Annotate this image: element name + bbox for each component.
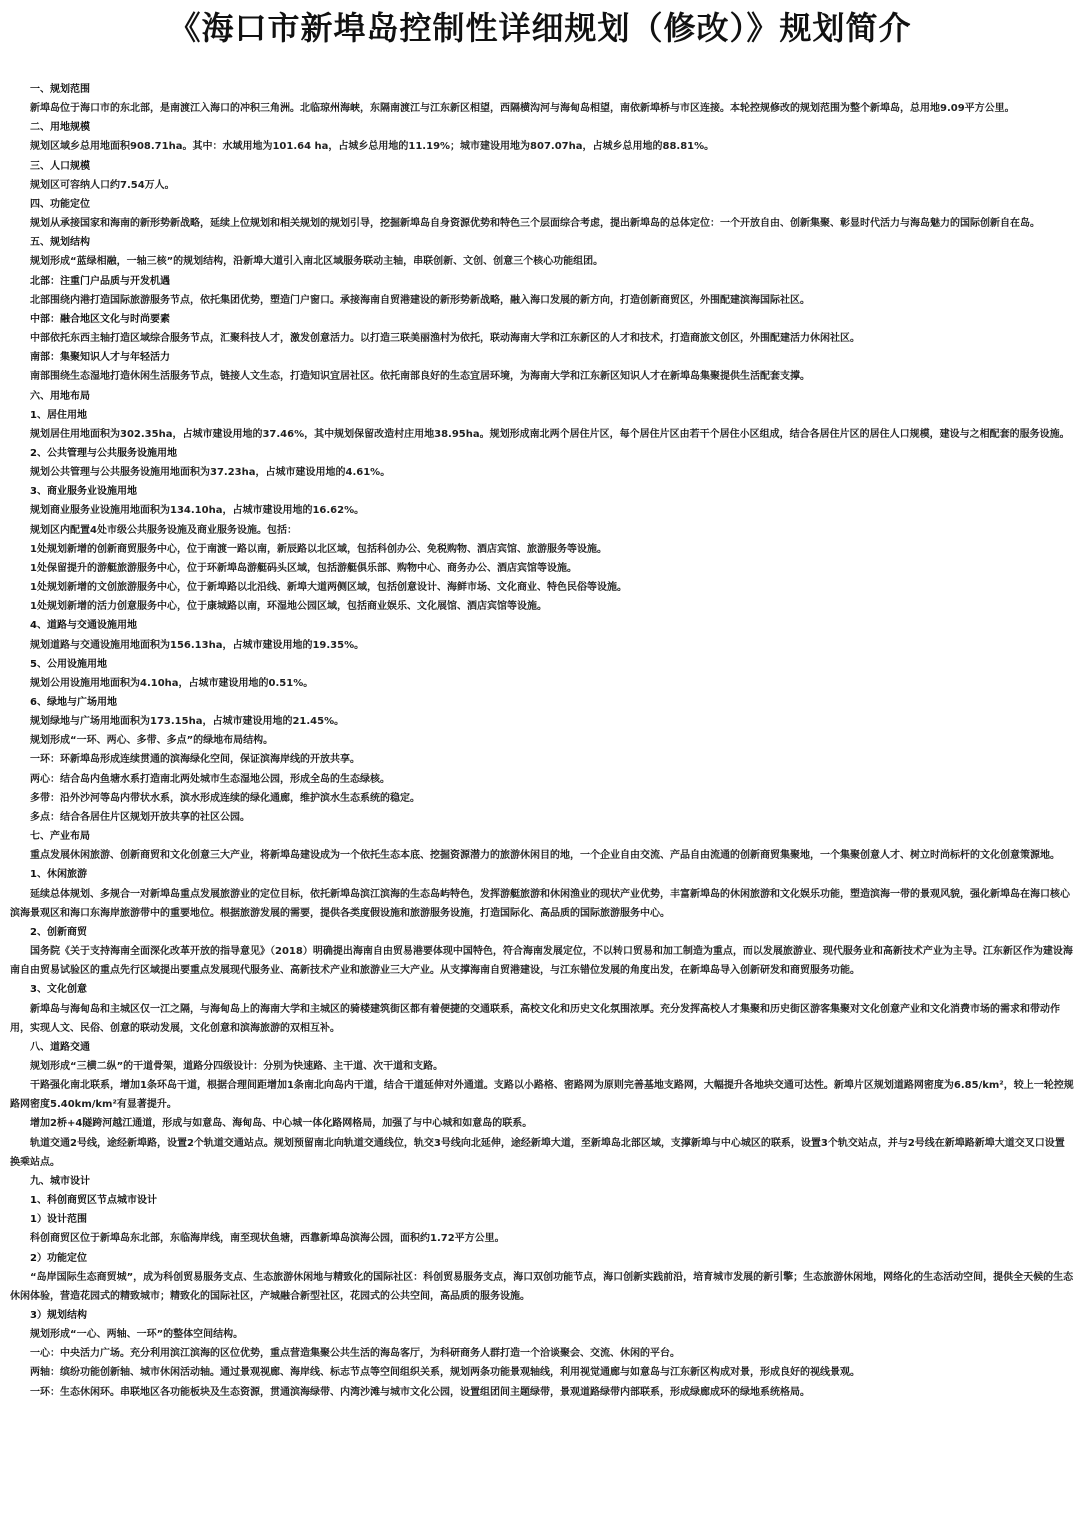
- document-body: [10, 80, 1074, 1402]
- body-paragraph: “岛岸国际生态商贸城”，成为科创贸易服务支点、生态旅游休闲地与精致化的国际社区：科创贸易服务支点，海口双创功能节点，海口创新实践前沿，培育城市发展的新引擎；生态旅游休闲地，网络化的生态活动空间，提供全天候的生态休闲体验，营造花园式的精致城市；精致化的国际社区，产城融合新型社区，花园式的公共空间，高品质的服务设施。: [10, 1271, 1074, 1302]
- section-heading: 南部：集聚知识人才与年轻活力: [30, 352, 170, 364]
- body-paragraph: 规划区域乡总用地面积908.71ha。其中：水域用地为101.64 ha，占城乡总用地的11.19%；城市建设用地为807.07ha，占城乡总用地的88.81%。: [30, 141, 715, 153]
- section-heading: 3）规划结构: [30, 1310, 87, 1321]
- section-heading: 北部：注重门户品质与开发机遇: [30, 275, 170, 287]
- body-paragraph: 1处规划新增的活力创意服务中心，位于康城路以南，环湿地公园区域，包括商业娱乐、文化展馆、酒店宾馆等设施。: [30, 601, 547, 613]
- body-paragraph: 增加2桥+4隧跨河越江通道，形成与如意岛、海甸岛、中心城一体化路网格局，加强了与中心城和如意岛的联系。: [30, 1118, 533, 1130]
- document-title: 《海口市新埠岛控制性详细规划（修改）》规划简介: [168, 9, 912, 47]
- body-paragraph: 规划居住用地面积为302.35ha，占城市建设用地的37.46%，其中规划保留改造村庄用地38.95ha。规划形成南北两个居住片区，每个居住片区由若干个居住小区组成，结合各居住片区的居住人口规模，建设与之相配套的服务设施。: [30, 428, 1070, 440]
- section-heading: 4、道路与交通设施用地: [30, 620, 137, 632]
- body-paragraph: 规划商业服务业设施用地面积为134.10ha，占城市建设用地的16.62%。: [30, 505, 365, 517]
- body-paragraph: 1处保留提升的游艇旅游服务中心，位于环新埠岛游艇码头区域，包括游艇俱乐部、购物中心、商务办公、酒店宾馆等设施。: [30, 562, 577, 574]
- body-paragraph: 规划道路与交通设施用地面积为156.13ha，占城市建设用地的19.35%。: [30, 639, 365, 651]
- section-heading: 中部：融合地区文化与时尚要素: [30, 313, 170, 325]
- section-heading: 6、绿地与广场用地: [30, 697, 117, 708]
- section-heading: 3、文化创意: [30, 984, 87, 996]
- section-heading: 三、人口规模: [30, 160, 90, 172]
- body-paragraph: 规划从承接国家和海南的新形势新战略，延续上位规划和相关规划的规划引导，挖掘新埠岛自身资源优势和特色三个层面综合考虑，提出新埠岛的总体定位：一个开放自由、创新集聚、彰显时代活力与海岛魅力的国际创新自在岛。: [30, 218, 1040, 230]
- body-paragraph: 规划绿地与广场用地面积为173.15ha，占城市建设用地的21.45%。: [30, 716, 345, 728]
- section-heading: 2、公共管理与公共服务设施用地: [30, 447, 177, 459]
- section-heading: 1、科创商贸区节点城市设计: [30, 1195, 157, 1207]
- body-paragraph: 重点发展休闲旅游、创新商贸和文化创意三大产业，将新埠岛建设成为一个依托生态本底、挖掘资源潜力的旅游休闲目的地，一个企业自由交流、产品自由流通的创新商贸集聚地，一个集聚创意人才、树立时尚标杆的文化创意策源地。: [30, 850, 1060, 862]
- body-paragraph: 多带：沿外沙河等岛内带状水系，滨水形成连续的绿化通廊，维护滨水生态系统的稳定。: [30, 792, 420, 804]
- section-heading: 二、用地规模: [30, 122, 90, 134]
- section-heading: 5、公用设施用地: [30, 658, 107, 670]
- body-paragraph: 一心：中央活力广场。充分利用滨江滨海的区位优势，重点营造集聚公共生活的海岛客厅，为科研商务人群打造一个洽谈聚会、交流、休闲的平台。: [30, 1348, 680, 1360]
- body-paragraph: 1处规划新增的文创旅游服务中心，位于新埠路以北沿线、新埠大道两侧区域，包括创意设计、海鲜市场、文化商业、特色民俗等设施。: [30, 582, 627, 594]
- body-paragraph: 一环：环新埠岛形成连续贯通的滨海绿化空间，保证滨海岸线的开放共享。: [30, 754, 360, 766]
- body-paragraph: 规划形成“一心、两轴、一环”的整体空间结构。: [30, 1329, 244, 1341]
- section-heading: 3、商业服务业设施用地: [30, 486, 137, 498]
- body-paragraph: 科创商贸区位于新埠岛东北部，东临海岸线，南至现状鱼塘，西靠新埠岛滨海公园，面积约1.72平方公里。: [30, 1233, 505, 1245]
- body-paragraph: 北部围绕内港打造国际旅游服务节点，依托集团优势，塑造门户窗口。承接海南自贸港建设的新形势新战略，融入海口发展的新方向，打造创新商贸区，外围配建滨海国际社区。: [30, 294, 810, 306]
- body-paragraph: 规划公用设施用地面积为4.10ha，占城市建设用地的0.51%。: [30, 677, 314, 689]
- body-paragraph: 规划区可容纳人口约7.54万人。: [30, 179, 175, 191]
- section-heading: 1、居住用地: [30, 409, 87, 421]
- section-heading: 一、规划范围: [30, 84, 90, 95]
- body-paragraph: 规划公共管理与公共服务设施用地面积为37.23ha，占城市建设用地的4.61%。: [30, 467, 391, 479]
- section-heading: 六、用地布局: [30, 390, 90, 402]
- body-paragraph: 规划形成“蓝绿相融，一轴三核”的规划结构，沿新埠大道引入南北区域服务联动主轴，串联创新、文创、创意三个核心功能组团。: [30, 256, 604, 268]
- body-paragraph: 南部围绕生态湿地打造休闲生活服务节点，链接人文生态，打造知识宜居社区。依托南部良好的生态宜居环境，为海南大学和江东新区知识人才在新埠岛集聚提供生活配套支撑。: [30, 371, 810, 383]
- section-heading: 1、休闲旅游: [30, 869, 87, 881]
- section-heading: 2、创新商贸: [30, 926, 87, 938]
- section-heading: 1）设计范围: [30, 1214, 87, 1226]
- body-paragraph: 新埠岛位于海口市的东北部，是南渡江入海口的冲积三角洲。北临琼州海峡，东隔南渡江与江东新区相望，西隔横沟河与海甸岛相望，南依新埠桥与市区连接。本轮控规修改的规划范围为整个新埠岛，总用地9.09平方公里。: [30, 103, 1015, 115]
- section-heading: 五、规划结构: [30, 237, 90, 249]
- body-paragraph: 规划形成“三横二纵”的干道骨架，道路分四级设计：分别为快速路、主干道、次干道和支路。: [30, 1060, 444, 1072]
- body-paragraph: 1处规划新增的创新商贸服务中心，位于南渡一路以南，新辰路以北区域，包括科创办公、免税购物、酒店宾馆、旅游服务等设施。: [30, 543, 607, 555]
- body-paragraph: 干路强化南北联系，增加1条环岛干道，根据合理间距增加1条南北向岛内干道，结合干道延伸对外通道。支路以小路格、密路网为原则完善基地支路网，大幅提升各地块交通可达性。新埠片区规划道路网密度为6.85/km²，较上一轮控规路网密度5.40km/km²有显著提升。: [10, 1080, 1074, 1111]
- section-heading: 2）功能定位: [30, 1252, 87, 1264]
- section-heading: 七、产业布局: [30, 831, 90, 843]
- body-paragraph: 规划区内配置4处市级公共服务设施及商业服务设施。包括：: [30, 524, 297, 536]
- body-paragraph: 新埠岛与海甸岛和主城区仅一江之隔，与海甸岛上的海南大学和主城区的骑楼建筑街区都有着便捷的交通联系，高校文化和历史文化氛围浓厚。充分发挥高校人才集聚和历史街区游客集聚对文化创意产业和文化消费市场的需求和带动作用，实现人文、民俗、创意的联动发展，文化创意和滨海旅游的双相互补。: [10, 1003, 1060, 1034]
- body-paragraph: 国务院《关于支持海南全面深化改革开放的指导意见》（2018）明确提出海南自由贸易港要体现中国特色，符合海南发展定位，不以转口贸易和加工制造为重点，而以发展旅游业、现代服务业和高新技术产业为主导。江东新区作为建设海南自由贸易试验区的重点先行区域提出要重点发展现代服务业、高新技术产业和旅游业三大产业。从支撑海南自贸港建设，与江东错位发展的角度出发，在新埠岛导入创新研发和商贸服务功能。: [10, 946, 1073, 977]
- body-paragraph: 多点：结合各居住片区规划开放共享的社区公园。: [30, 811, 250, 823]
- body-paragraph: 延续总体规划、多规合一对新埠岛重点发展旅游业的定位目标，依托新埠岛滨江滨海的生态岛屿特色，发挥游艇旅游和休闲渔业的现状产业优势，丰富新埠岛的休闲旅游和文化娱乐功能，塑造滨海一带的景观风貌，强化新埠岛在海口核心滨海景观区和海口东海岸旅游带中的重要地位。根据旅游发展的需要，提供各类度假设施和旅游服务设施，打造国际化、高品质的国际旅游服务中心。: [10, 888, 1070, 919]
- section-heading: 九、城市设计: [30, 1175, 90, 1187]
- body-paragraph: 一环：生态休闲环。串联地区各功能板块及生态资源，贯通滨海绿带、内湾沙滩与城市文化公园，设置组团间主题绿带，景观道路绿带内部联系，形成绿廊成环的绿地系统格局。: [30, 1386, 810, 1398]
- body-paragraph: 两心：结合岛内鱼塘水系打造南北两处城市生态湿地公园，形成全岛的生态绿核。: [30, 773, 390, 785]
- body-paragraph: 两轴：缤纷功能创新轴、城市休闲活动轴。通过景观视廊、海岸线、标志节点等空间组织关系，规划两条功能景观轴线，利用视觉通廊与如意岛与江东新区构成对景，形成良好的视线景观。: [30, 1367, 860, 1379]
- body-paragraph: 轨道交通2号线，途经新埠路，设置2个轨道交通站点。规划预留南北向轨道交通线位，轨交3号线向北延伸，途经新埠大道，至新埠岛北部区域，支撑新埠与中心城区的联系，设置3个轨交站点，并与2号线在新埠路新埠大道交叉口设置换乘站点。: [10, 1137, 1065, 1168]
- section-heading: 八、道路交通: [30, 1041, 90, 1053]
- section-heading: 四、功能定位: [30, 198, 90, 210]
- body-paragraph: 中部依托东西主轴打造区域综合服务节点，汇聚科技人才，激发创意活力。以打造三联美丽渔村为依托，联动海南大学和江东新区的人才和技术，打造商旅文创区，外围配建活力休闲社区。: [30, 333, 860, 345]
- body-paragraph: 规划形成“一环、两心、多带、多点”的绿地布局结构。: [30, 735, 274, 747]
